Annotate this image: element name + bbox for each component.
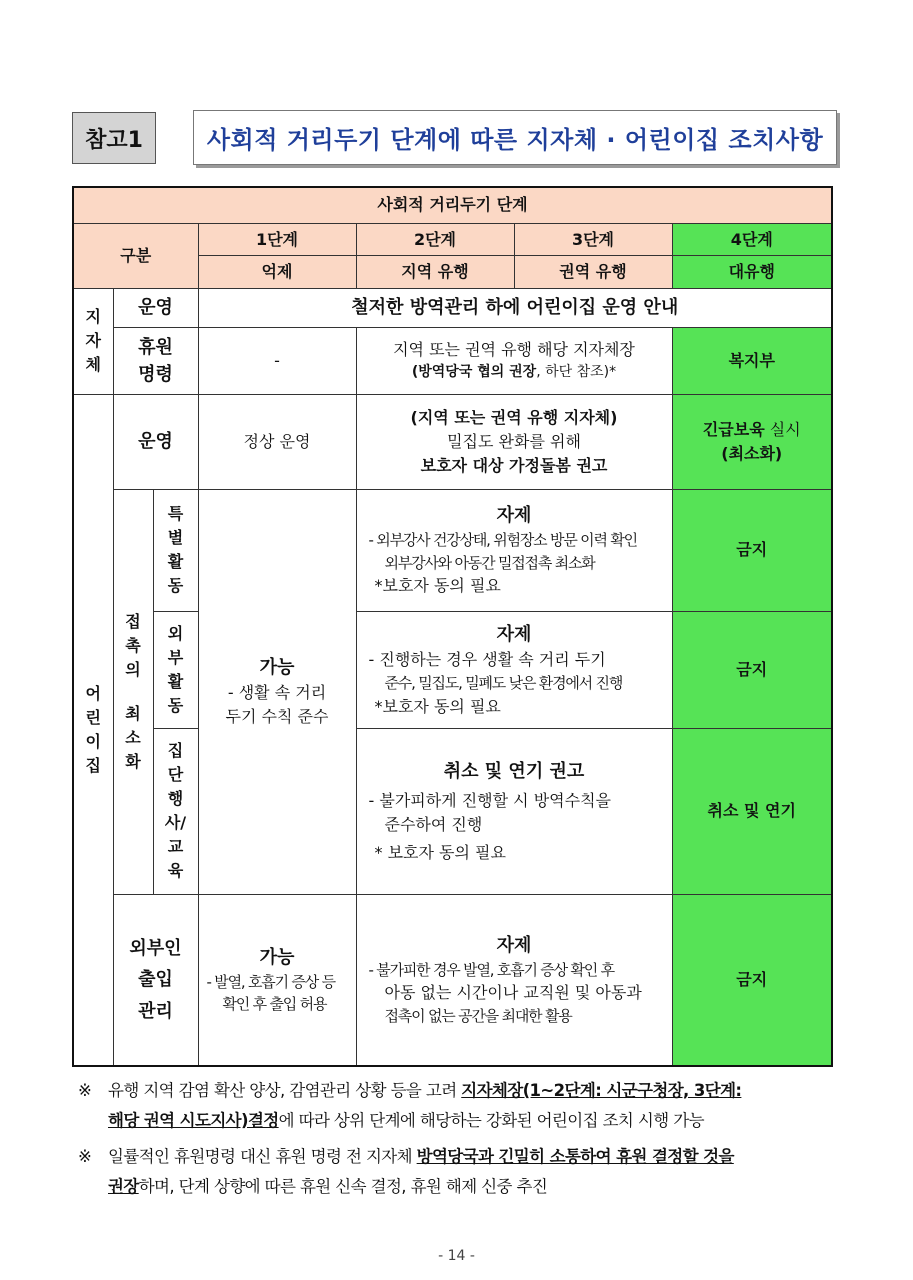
- outdoor-activity-row: [73, 611, 832, 728]
- daycare-operation-label: 운영: [113, 394, 198, 489]
- reference-tag: 참고1: [72, 112, 156, 164]
- special-activity-stage3: 자제 - 외부강사 건강상태, 위험장소 방문 이력 확인 외부강사와 아동간 밀접접촉 최소화 *보호자 동의 필요: [356, 489, 672, 611]
- local-gov-closure-label: 휴원 명령: [113, 327, 198, 394]
- daycare-operation-stage23: (지역 또는 권역 유행 지자체) 밀집도 완화를 위해 보호자 대상 가정돌봄 권고: [356, 394, 672, 489]
- local-gov-closure-stage4: 복지부: [672, 327, 832, 394]
- daycare-operation-stage4: 긴급보육 실시 (최소화): [672, 394, 832, 489]
- contact-min-stage12: 가능 - 생활 속 거리 두기 수칙 준수: [198, 489, 356, 894]
- group-event-stage4: 취소 및 연기: [672, 728, 832, 894]
- visitor-stage1: 가능 - 발열, 호흡기 증상 등 확인 후 출입 허용: [198, 894, 356, 1066]
- outdoor-activity-stage3: 자제 - 진행하는 경우 생활 속 거리 두기 준수, 밀집도, 밀폐도 낮은 환경에서 진행 *보호자 동의 필요: [356, 611, 672, 728]
- note-mark: ※: [78, 1147, 92, 1166]
- visitor-stage23: 자제 - 불가피한 경우 발열, 호흡기 증상 확인 후 아동 없는 시간이나 교직원 및 아동과 접촉이 없는 공간을 최대한 활용: [356, 894, 672, 1066]
- stage-4-name: 4단계: [672, 223, 832, 255]
- stage-3-name: 3단계: [514, 223, 672, 255]
- footnote-1: ※ 유행 지역 감염 확산 양상, 감염관리 상황 등을 고려 지자체장(1~2단계: 시군구청장, 3단계: 해당 권역 시도지사)결정에 따라 상위 단계에 해당하는 강화된 어린이집 조치 시행 가능: [78, 1076, 848, 1136]
- daycare-operation-row: [73, 394, 832, 489]
- top-header: 사회적 거리두기 단계: [73, 187, 832, 223]
- contact-min-label: 접 촉 의 최 소 화: [113, 489, 153, 894]
- footnotes: [78, 1076, 848, 1208]
- special-activity-label: 특 별 활 동: [153, 489, 198, 611]
- group-event-row: [73, 728, 832, 894]
- visitor-label: 외부인 출입 관리: [113, 894, 198, 1066]
- stage-1-name: 1단계: [198, 223, 356, 255]
- outdoor-activity-label: 외 부 활 동: [153, 611, 198, 728]
- local-gov-closure-row: [73, 327, 832, 394]
- group-event-stage3: 취소 및 연기 권고 - 불가피하게 진행할 시 방역수칙을 준수하여 진행 * 보호자 동의 필요: [356, 728, 672, 894]
- daycare-operation-stage1: 정상 운영: [198, 394, 356, 489]
- stage-4-desc: 대유행: [672, 256, 832, 288]
- local-gov-operation-all: 철저한 방역관리 하에 어린이집 운영 안내: [198, 288, 832, 327]
- stage-name-row: [73, 223, 832, 255]
- special-activity-stage4: 금지: [672, 489, 832, 611]
- page-title: 사회적 거리두기 단계에 따른 지자체 · 어린이집 조치사항: [193, 110, 837, 165]
- local-gov-operation-label: 운영: [113, 288, 198, 327]
- stage-1-desc: 억제: [198, 256, 356, 288]
- local-gov-label: 지 자 체: [73, 288, 113, 394]
- group-event-label: 집 단 행 사/ 교 육: [153, 728, 198, 894]
- table-header-row: [73, 187, 832, 223]
- local-gov-closure-stage1: -: [198, 327, 356, 394]
- category-header: 구분: [73, 223, 198, 288]
- page-number: - 14 -: [438, 1248, 475, 1264]
- special-activity-row: [73, 489, 832, 611]
- footnote-2: ※ 일률적인 휴원명령 대신 휴원 명령 전 지자체 방역당국과 긴밀히 소통하여 휴원 결정할 것을 권장하며, 단계 상향에 따른 휴원 신속 결정, 휴원 해제 신중 추진: [78, 1142, 848, 1202]
- measures-table: [72, 186, 833, 1067]
- stage-2-name: 2단계: [356, 223, 514, 255]
- local-gov-operation-row: [73, 288, 832, 327]
- visitor-stage4: 금지: [672, 894, 832, 1066]
- note-mark: ※: [78, 1081, 92, 1100]
- daycare-label: 어 린 이 집: [73, 394, 113, 1066]
- local-gov-closure-stage23: 지역 또는 권역 유행 해당 지자체장 (방역당국 협의 권장, 하단 참조)*: [356, 327, 672, 394]
- outdoor-activity-stage4: 금지: [672, 611, 832, 728]
- stage-3-desc: 권역 유행: [514, 256, 672, 288]
- stage-2-desc: 지역 유행: [356, 256, 514, 288]
- visitor-row: [73, 894, 832, 1066]
